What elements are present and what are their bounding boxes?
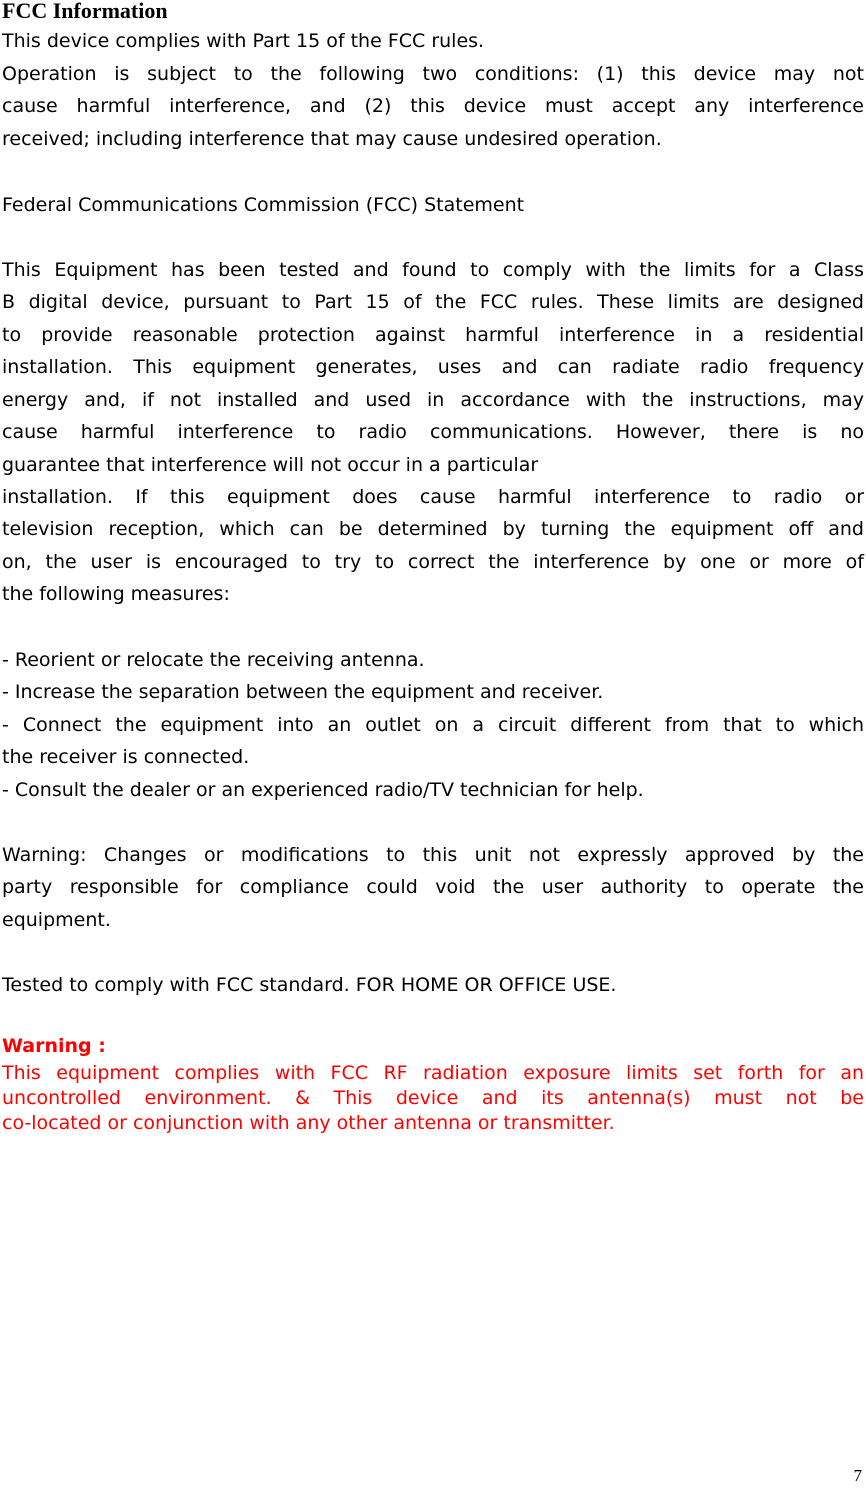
modification-warning-line-1: Warning: Changes or modifications to this unit not expressly approved by the <box>2 844 864 866</box>
modification-warning-line-2: party responsible for compliance could void the user authority to operate the <box>2 876 864 898</box>
measure-item-3: - Connect the equipment into an outlet on a circuit different from that to which <box>2 714 864 736</box>
modification-warning-line-3: equipment. <box>2 909 111 931</box>
equipment-line-4: installation. This equipment generates, uses and can radiate radio frequency <box>2 356 864 378</box>
equipment-line-9: television reception, which can be determined by turning the equipment off and <box>2 518 864 540</box>
equipment-line-1: This Equipment has been tested and found to comply with the limits for a Class <box>2 259 864 281</box>
measure-item-2: - Increase the separation between the equipment and receiver. <box>2 681 604 703</box>
equipment-line-11: the following measures: <box>2 583 230 605</box>
measure-item-1: - Reorient or relocate the receiving antenna. <box>2 649 425 671</box>
measure-item-4: - Consult the dealer or an experienced radio/TV technician for help. <box>2 779 644 801</box>
equipment-line-7: guarantee that interference will not occur in a particular <box>2 454 539 476</box>
compliance-line: This device complies with Part 15 of the FCC rules. <box>2 30 485 52</box>
equipment-line-2: B digital device, pursuant to Part 15 of the FCC rules. These limits are designed <box>2 291 864 313</box>
rf-warning-label: Warning : <box>2 1035 106 1057</box>
page-title: FCC Information <box>2 0 168 23</box>
operation-line-3: received; including interference that may cause undesired operation. <box>2 128 662 150</box>
rf-warning-line-2: uncontrolled environment. & This device and its antenna(s) must not be <box>2 1087 864 1109</box>
measure-item-3-continued: the receiver is connected. <box>2 746 250 768</box>
rf-warning-line-1: This equipment complies with FCC RF radiation exposure limits set forth for an <box>2 1062 864 1084</box>
operation-line-1: Operation is subject to the following two conditions: (1) this device may not <box>2 63 864 85</box>
equipment-line-3: to provide reasonable protection against harmful interference in a residential <box>2 324 864 346</box>
rf-warning-line-3: co-located or conjunction with any other antenna or transmitter. <box>2 1112 615 1134</box>
equipment-line-6: cause harmful interference to radio communications. However, there is no <box>2 421 864 443</box>
operation-line-2: cause harmful interference, and (2) this device must accept any interference <box>2 95 864 117</box>
page-number: 7 <box>853 1466 862 1485</box>
statement-title: Federal Communications Commission (FCC) Statement <box>2 194 525 216</box>
tested-line: Tested to comply with FCC standard. FOR HOME OR OFFICE USE. <box>2 974 617 996</box>
equipment-line-5: energy and, if not installed and used in accordance with the instructions, may <box>2 389 864 411</box>
equipment-line-10: on, the user is encouraged to try to correct the interference by one or more of <box>2 551 864 573</box>
equipment-line-8: installation. If this equipment does cause harmful interference to radio or <box>2 486 864 508</box>
